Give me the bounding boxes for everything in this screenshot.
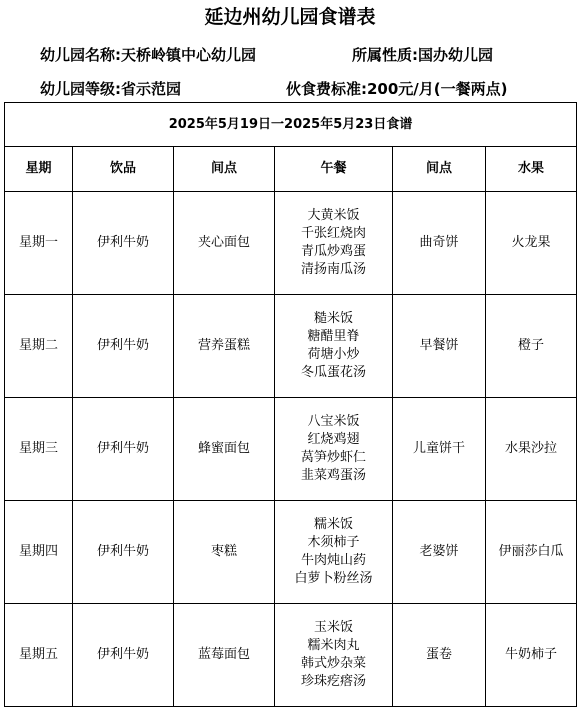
fruit-cell: 橙子 [486,295,577,398]
lunch-cell [275,295,393,398]
table-row [5,398,577,501]
fruit-cell: 牛奶柿子 [486,604,577,707]
drink-cell: 伊利牛奶 [73,398,174,501]
morning-snack-cell: 夹心面包 [174,192,275,295]
lunch-soup: 白萝卜粉丝汤 [294,571,373,586]
meal-fee-value: 200元/月(一餐两点) [367,80,508,98]
morning-snack-cell: 枣糕 [174,501,275,604]
kindergarten-name [40,45,256,65]
lunch-side-dish: 青瓜炒鸡蛋 [300,244,366,259]
lunch-soup: 韭菜鸡蛋汤 [300,468,366,483]
lunch-staple: 大黄米饭 [307,208,360,223]
meal-fee-label: 伙食费标准: [286,80,367,98]
kindergarten-level [40,79,181,99]
fruit-cell: 伊丽莎白瓜 [486,501,577,604]
afternoon-snack-cell: 蛋卷 [393,604,486,707]
kindergarten-nature-label: 所属性质: [352,46,418,64]
header-lunch: 午餐 [275,147,393,192]
weekday-cell: 星期二 [5,295,73,398]
morning-snack-cell: 蓝莓面包 [174,604,275,707]
lunch-side-dish: 韩式炒杂菜 [300,656,366,671]
weekday-cell: 星期一 [5,192,73,295]
header-fruit: 水果 [486,147,577,192]
menu-table [4,102,577,707]
header-afternoon-snack: 间点 [393,147,486,192]
header-weekday: 星期 [5,147,73,192]
lunch-staple: 糯米饭 [313,517,353,532]
date-range: 2025年5月19日一2025年5月23日食谱 [5,103,577,147]
kindergarten-nature-value: 国办幼儿园 [418,46,494,64]
lunch-soup: 珍珠疙瘩汤 [300,674,366,689]
weekday-cell: 星期四 [5,501,73,604]
fruit-cell: 水果沙拉 [486,398,577,501]
drink-cell: 伊利牛奶 [73,192,174,295]
lunch-cell [275,604,393,707]
morning-snack-cell: 营养蛋糕 [174,295,275,398]
lunch-main-dish: 千张红烧肉 [300,226,366,241]
lunch-side-dish: 牛肉炖山药 [300,553,366,568]
lunch-cell [275,501,393,604]
lunch-main-dish: 红烧鸡翅 [307,432,360,447]
header-row [5,147,577,192]
header-drink: 饮品 [73,147,174,192]
kindergarten-name-label: 幼儿园名称: [40,46,121,64]
header-morning-snack: 间点 [174,147,275,192]
afternoon-snack-cell: 早餐饼 [393,295,486,398]
lunch-soup: 冬瓜蛋花汤 [300,365,366,380]
lunch-soup: 清扬南瓜汤 [300,262,366,277]
lunch-staple: 玉米饭 [313,620,353,635]
lunch-cell [275,398,393,501]
morning-snack-cell: 蜂蜜面包 [174,398,275,501]
date-range-row [5,103,577,147]
weekday-cell: 星期五 [5,604,73,707]
lunch-staple: 糙米饭 [313,311,353,326]
table-row [5,604,577,707]
lunch-side-dish: 荷塘小炒 [307,347,360,362]
kindergarten-name-value: 天桥岭镇中心幼儿园 [121,46,257,64]
afternoon-snack-cell: 曲奇饼 [393,192,486,295]
fruit-cell: 火龙果 [486,192,577,295]
page-title: 延边州幼儿园食谱表 [204,6,376,28]
afternoon-snack-cell: 老婆饼 [393,501,486,604]
meal-fee [286,79,508,99]
lunch-side-dish: 莴笋炒虾仁 [300,450,366,465]
table-row [5,295,577,398]
kindergarten-level-label: 幼儿园等级: [40,80,121,98]
drink-cell: 伊利牛奶 [73,501,174,604]
table-row [5,192,577,295]
lunch-cell [275,192,393,295]
drink-cell: 伊利牛奶 [73,604,174,707]
weekday-cell: 星期三 [5,398,73,501]
table-row [5,501,577,604]
kindergarten-level-value: 省示范园 [121,80,182,98]
afternoon-snack-cell: 儿童饼干 [393,398,486,501]
drink-cell: 伊利牛奶 [73,295,174,398]
lunch-staple: 八宝米饭 [307,414,360,429]
lunch-main-dish: 木须柿子 [307,535,360,550]
kindergarten-nature [352,45,493,65]
lunch-main-dish: 糯米肉丸 [307,638,360,653]
lunch-main-dish: 糖醋里脊 [307,329,360,344]
